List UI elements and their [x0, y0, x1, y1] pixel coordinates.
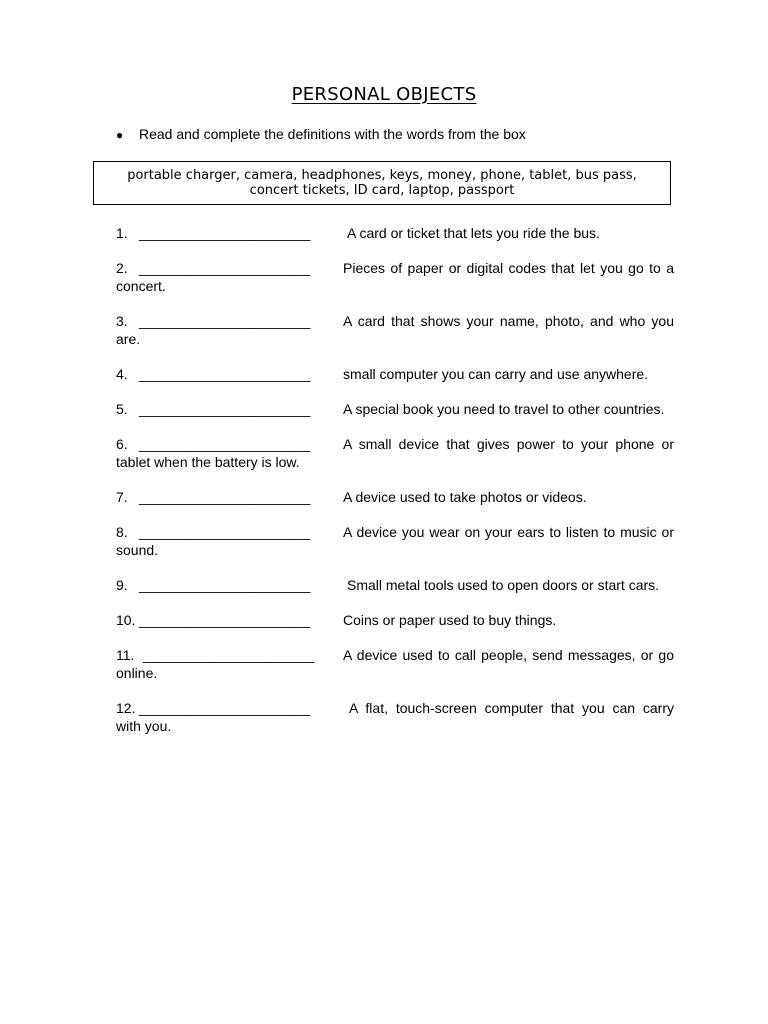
item-definition: A card that shows your name, photo, and who you are. [116, 313, 674, 347]
list-item [116, 224, 674, 242]
answer-blank: ______________________ [143, 647, 315, 663]
item-definition: A special book you need to travel to other countries. [343, 401, 665, 417]
item-number: 11. [116, 647, 135, 663]
answer-blank: ______________________ [139, 524, 311, 540]
item-definition: A device you wear on your ears to listen to music or sound. [116, 524, 674, 558]
item-number: 6. [116, 436, 128, 452]
item-definition: A small device that gives power to your phone or tablet when the battery is low. [116, 436, 674, 470]
instruction-text: Read and complete the definitions with the words from the box [139, 126, 526, 142]
answer-blank: ______________________ [139, 489, 311, 505]
item-definition: A device used to call people, send messages, or go online. [116, 647, 674, 681]
item-definition: Pieces of paper or digital codes that let you go to a concert. [116, 260, 674, 294]
list-item [116, 365, 674, 383]
list-item [116, 611, 674, 629]
page-title: PERSONAL OBJECTS [291, 84, 477, 105]
answer-blank: ______________________ [139, 313, 311, 329]
item-number: 1. [116, 225, 128, 241]
item-number: 5. [116, 401, 128, 417]
list-item [116, 523, 674, 559]
answer-blank: ______________________ [139, 366, 311, 382]
word-box-line-1: portable charger, camera, headphones, keys, money, phone, tablet, bus pass, [127, 168, 637, 183]
answer-blank: ______________________ [139, 436, 311, 452]
answer-blank: ______________________ [139, 577, 311, 593]
item-number: 7. [116, 489, 128, 505]
list-item [116, 488, 674, 506]
bullet-icon: ● [116, 128, 124, 142]
item-definition: A flat, touch-screen computer that you can carry with you. [116, 700, 674, 734]
item-definition: Small metal tools used to open doors or start cars. [347, 577, 660, 593]
list-item [116, 576, 674, 594]
answer-blank: ______________________ [139, 700, 311, 716]
list-item [116, 646, 674, 682]
item-definition: small computer you can carry and use anywhere. [343, 366, 649, 382]
answer-blank: ______________________ [139, 612, 311, 628]
item-definition: Coins or paper used to buy things. [343, 612, 557, 628]
list-item [116, 435, 674, 471]
word-box [93, 161, 671, 205]
item-definition: A card or ticket that lets you ride the bus. [347, 225, 600, 241]
answer-blank: ______________________ [139, 225, 311, 241]
item-number: 4. [116, 366, 128, 382]
list-item [116, 259, 674, 295]
word-box-line-2: concert tickets, ID card, laptop, passport [249, 183, 515, 198]
list-item [116, 312, 674, 348]
list-item [116, 400, 674, 418]
item-number: 2. [116, 260, 128, 276]
instruction [116, 126, 526, 142]
list-item [116, 699, 674, 735]
definition-list [116, 224, 674, 752]
answer-blank: ______________________ [139, 401, 311, 417]
answer-blank: ______________________ [139, 260, 311, 276]
item-number: 3. [116, 313, 128, 329]
item-definition: A device used to take photos or videos. [343, 489, 587, 505]
item-number: 9. [116, 577, 128, 593]
item-number: 12. [116, 700, 136, 716]
item-number: 8. [116, 524, 128, 540]
item-number: 10. [116, 612, 136, 628]
